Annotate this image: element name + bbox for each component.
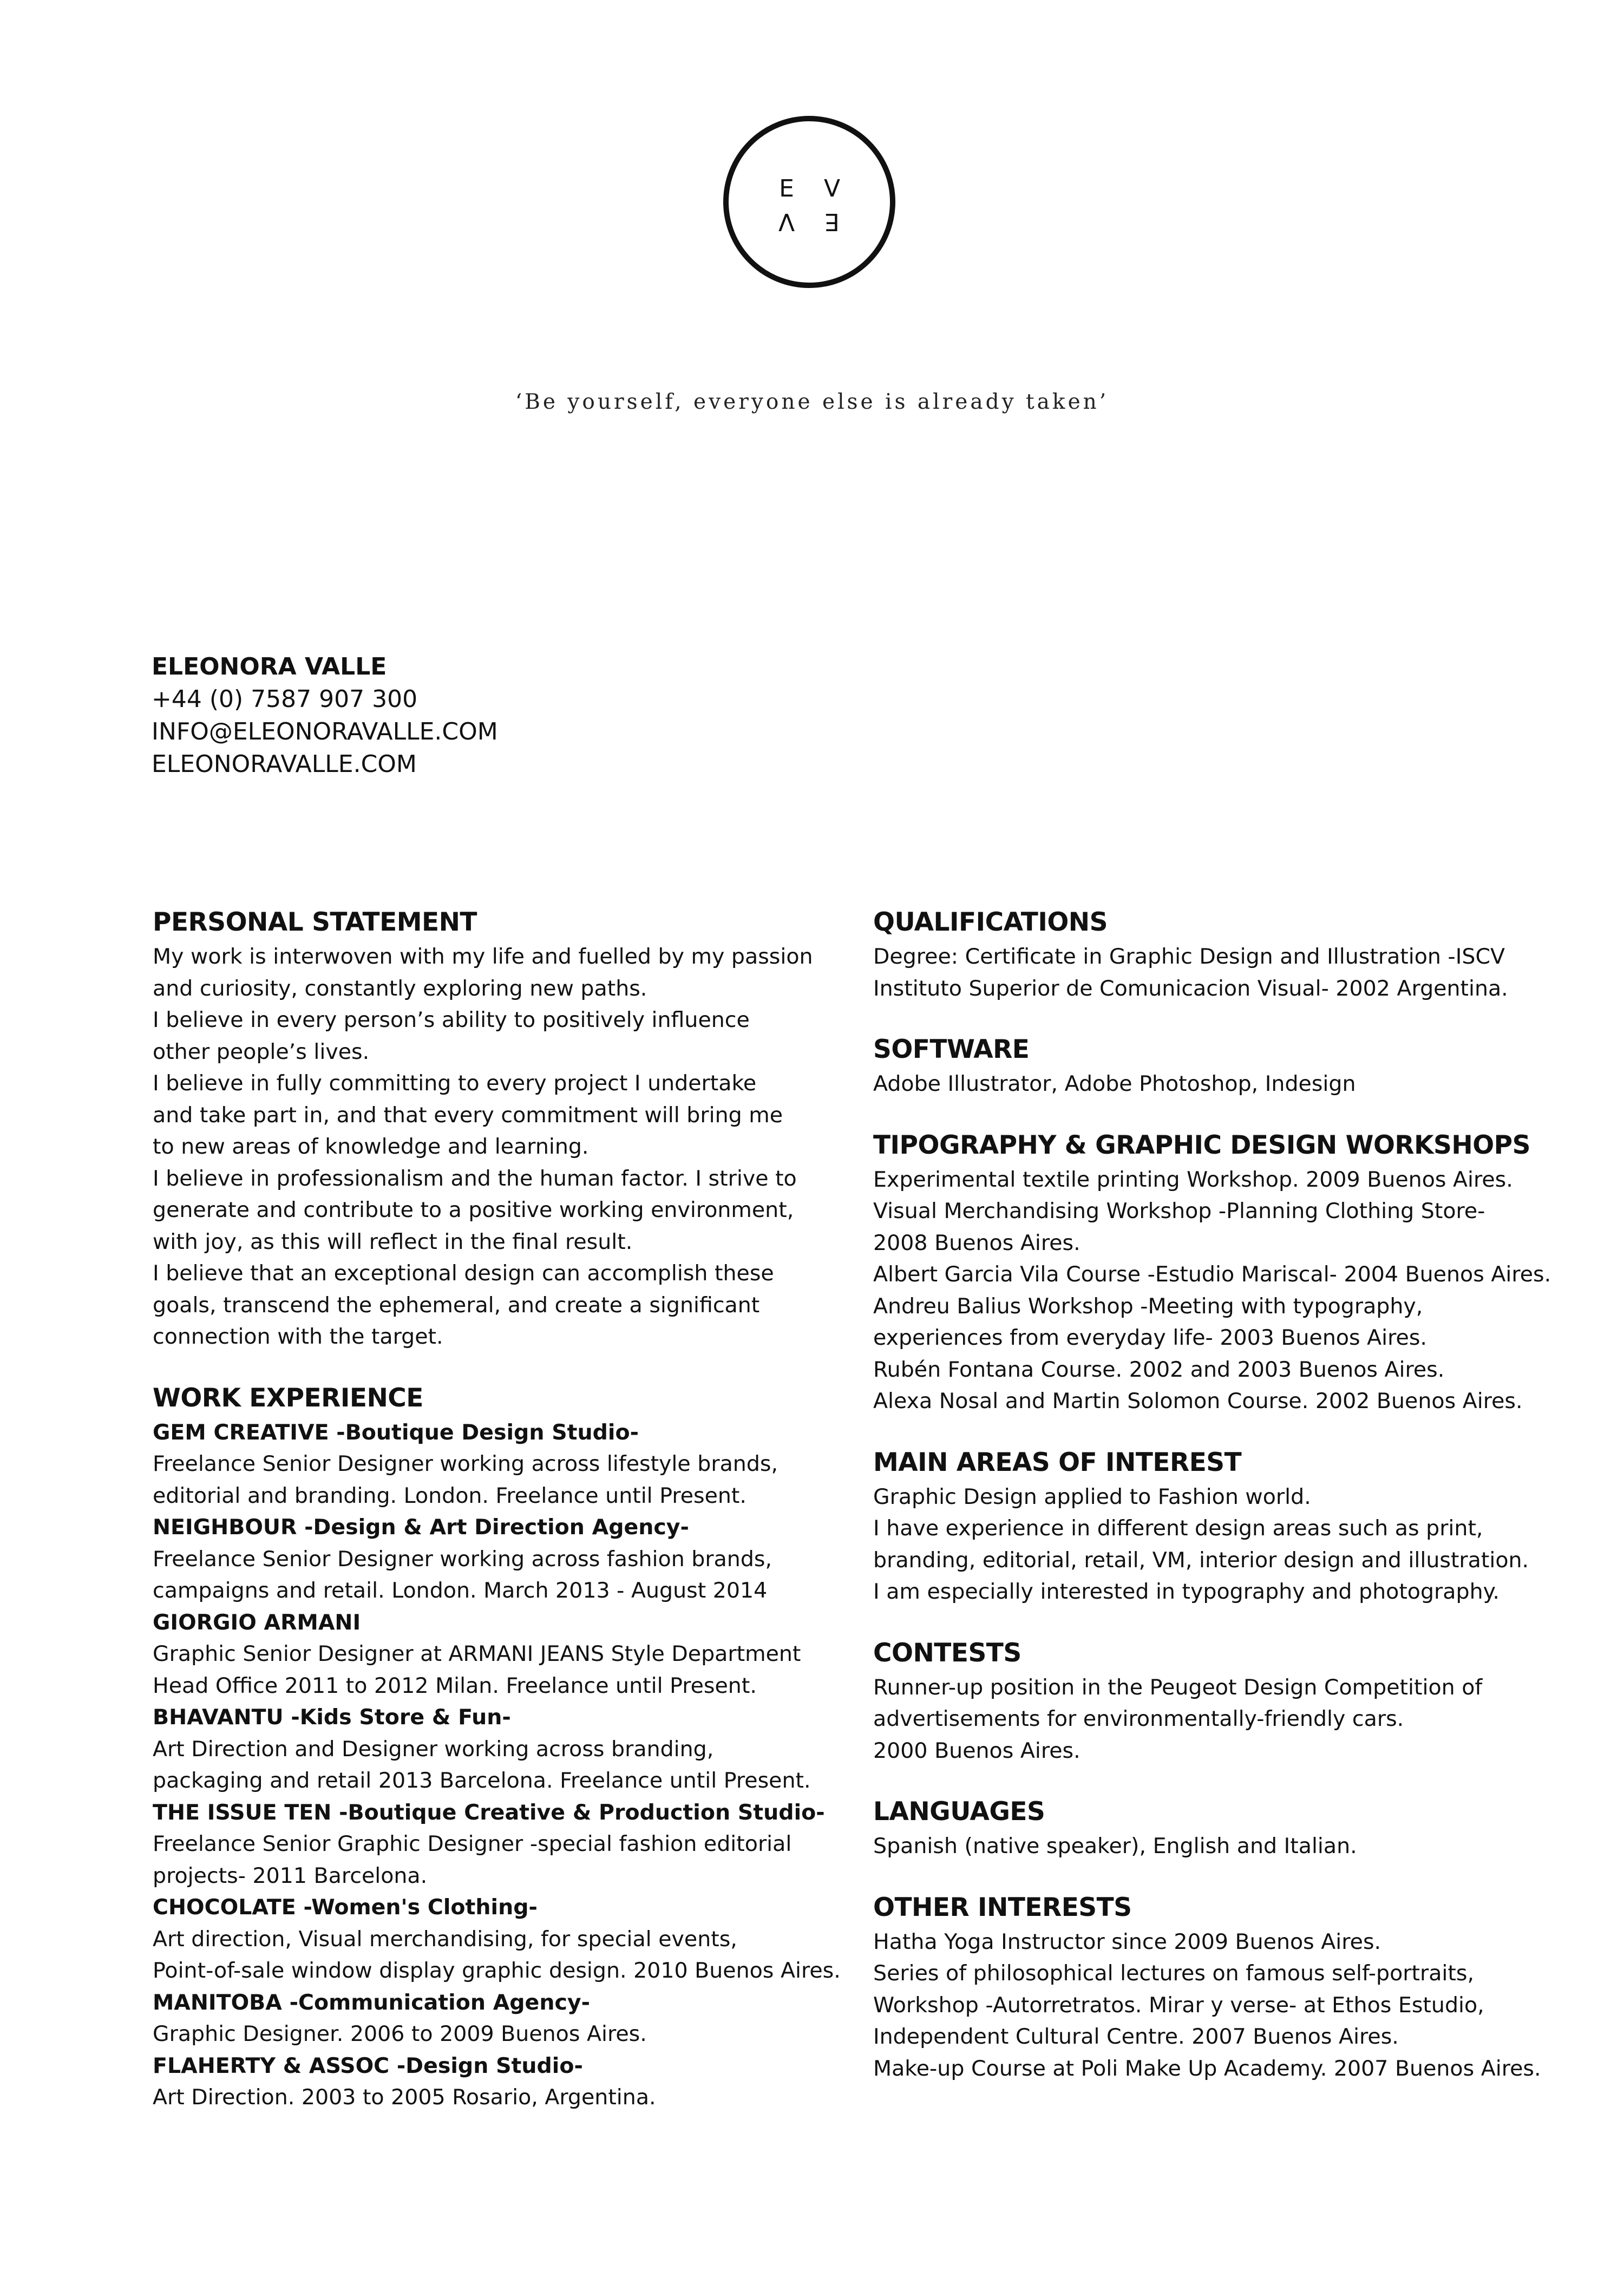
statement-line: I believe in professionalism and the human factor. I strive to xyxy=(153,1166,797,1191)
statement-line: and take part in, and that every commitment will bring me xyxy=(153,1102,783,1128)
section-line: I am especially interested in typography and photography. xyxy=(873,1579,1499,1604)
section-line: Runner-up position in the Peugeot Design Competition of xyxy=(873,1674,1483,1700)
qualifications-section xyxy=(873,905,1566,1004)
monogram-letter-v-inverted: V xyxy=(778,208,795,235)
statement-line: to new areas of knowledge and learning. xyxy=(153,1134,589,1159)
section-line: Alexa Nosal and Martin Solomon Course. 2002 Buenos Aires. xyxy=(873,1389,1523,1414)
job-entry xyxy=(153,1797,856,1892)
monogram-letter-e-inverted: E xyxy=(824,208,840,235)
job-entry xyxy=(153,1417,856,1512)
section-line: Adobe Illustrator, Adobe Photoshop, Indesign xyxy=(873,1071,1356,1096)
work-experience-section xyxy=(153,1381,856,2114)
statement-line: My work is interwoven with my life and fuelled by my passion xyxy=(153,944,813,969)
job-description-line: Art Direction. 2003 to 2005 Rosario, Argentina. xyxy=(153,2085,656,2110)
software-section xyxy=(873,1032,1566,1100)
job-entry xyxy=(153,1987,856,2050)
job-description-line: packaging and retail 2013 Barcelona. Freelance until Present. xyxy=(153,1768,811,1793)
section-line: Spanish (native speaker), English and Italian. xyxy=(873,1834,1357,1859)
job-entry xyxy=(153,2050,856,2114)
statement-line: I believe in fully committing to every project I undertake xyxy=(153,1071,757,1096)
main-areas-of-interest-section xyxy=(873,1445,1566,1608)
contact-email: INFO@ELEONORAVALLE.COM xyxy=(152,718,498,745)
job-description-line: campaigns and retail. London. March 2013 - August 2014 xyxy=(153,1578,768,1603)
job-description-line: Freelance Senior Designer working across lifestyle brands, xyxy=(153,1451,778,1476)
tipography-graphic-design-workshops-section xyxy=(873,1128,1566,1417)
job-description-line: editorial and branding. London. Freelance until Present. xyxy=(153,1483,746,1508)
left-column xyxy=(153,905,856,2142)
job-description-line: Art direction, Visual merchandising, for special events, xyxy=(153,1926,737,1952)
job-title: GIORGIO ARMANI xyxy=(153,1609,361,1635)
job-title: GEM CREATIVE -Boutique Design Studio- xyxy=(153,1419,639,1445)
other-interests-section xyxy=(873,1890,1566,2085)
job-description-line: projects- 2011 Barcelona. xyxy=(153,1863,428,1888)
job-title: BHAVANTU -Kids Store & Fun- xyxy=(153,1705,511,1730)
statement-line: with joy, as this will reflect in the final result. xyxy=(153,1229,633,1254)
monogram-letter-e: E xyxy=(779,175,794,202)
job-entry xyxy=(153,1702,856,1797)
languages-section xyxy=(873,1795,1566,1862)
job-description-line: Graphic Senior Designer at ARMANI JEANS Style Department xyxy=(153,1641,801,1666)
quote: ‘Be yourself, everyone else is already taken’ xyxy=(515,390,1109,414)
section-line: 2008 Buenos Aires. xyxy=(873,1230,1081,1255)
statement-line: other people’s lives. xyxy=(153,1039,370,1064)
section-heading: SOFTWARE xyxy=(873,1035,1030,1064)
section-heading: MAIN AREAS OF INTEREST xyxy=(873,1447,1242,1477)
section-line: Albert Garcia Vila Course -Estudio Mariscal- 2004 Buenos Aires. xyxy=(873,1262,1551,1287)
contact-phone: +44 (0) 7587 907 300 xyxy=(152,685,418,713)
section-line: Experimental textile printing Workshop. 2009 Buenos Aires. xyxy=(873,1167,1513,1192)
job-list xyxy=(153,1417,856,2114)
section-line: 2000 Buenos Aires. xyxy=(873,1738,1081,1763)
job-title: NEIGHBOUR -Design & Art Direction Agency- xyxy=(153,1515,689,1540)
section-line: Workshop -Autorretratos. Mirar y verse- at Ethos Estudio, xyxy=(873,1992,1484,2018)
section-line: Independent Cultural Centre. 2007 Buenos Aires. xyxy=(873,2024,1399,2049)
monogram-logo-graphic xyxy=(723,115,896,289)
section-heading: WORK EXPERIENCE xyxy=(153,1383,423,1413)
job-title: FLAHERTY & ASSOC -Design Studio- xyxy=(153,2053,583,2078)
section-line: branding, editorial, retail, VM, interior design and illustration. xyxy=(873,1547,1529,1573)
monogram-letter-v: V xyxy=(823,175,841,202)
personal-statement-section xyxy=(153,905,856,1353)
job-description-line: Point-of-sale window display graphic design. 2010 Buenos Aires. xyxy=(153,1958,841,1983)
job-description-line: Freelance Senior Designer working across fashion brands, xyxy=(153,1546,772,1572)
section-heading: OTHER INTERESTS xyxy=(873,1892,1132,1922)
section-line: Instituto Superior de Comunicacion Visual- 2002 Argentina. xyxy=(873,976,1508,1001)
section-heading: LANGUAGES xyxy=(873,1797,1045,1827)
section-line: experiences from everyday life- 2003 Buenos Aires. xyxy=(873,1325,1427,1350)
section-line: Make-up Course at Poli Make Up Academy. 2007 Buenos Aires. xyxy=(873,2056,1541,2081)
monogram-logo xyxy=(723,115,896,289)
section-line: Graphic Design applied to Fashion world. xyxy=(873,1484,1311,1509)
contact-name: ELEONORA VALLE xyxy=(152,653,387,681)
section-heading: QUALIFICATIONS xyxy=(873,907,1108,937)
job-title: CHOCOLATE -Women's Clothing- xyxy=(153,1895,538,1920)
job-description-line: Head Office 2011 to 2012 Milan. Freelance until Present. xyxy=(153,1673,757,1698)
contests-section xyxy=(873,1636,1566,1767)
section-heading: PERSONAL STATEMENT xyxy=(153,907,477,937)
job-description-line: Art Direction and Designer working across branding, xyxy=(153,1736,714,1762)
statement-line: goals, transcend the ephemeral, and create a significant xyxy=(153,1292,760,1318)
section-line: Rubén Fontana Course. 2002 and 2003 Buenos Aires. xyxy=(873,1357,1445,1382)
statement-line: I believe in every person’s ability to positively influence xyxy=(153,1007,750,1032)
section-line: Hatha Yoga Instructor since 2009 Buenos Aires. xyxy=(873,1929,1381,1954)
right-column xyxy=(873,905,1566,2112)
section-heading: TIPOGRAPHY & GRAPHIC DESIGN WORKSHOPS xyxy=(873,1130,1530,1160)
section-line: Series of philosophical lectures on famous self-portraits, xyxy=(873,1961,1475,1986)
statement-line: and curiosity, constantly exploring new paths. xyxy=(153,976,647,1001)
job-entry xyxy=(153,1512,856,1607)
section-line: advertisements for environmentally-friendly cars. xyxy=(873,1706,1404,1731)
section-line: Andreu Balius Workshop -Meeting with typography, xyxy=(873,1293,1423,1319)
personal-statement-body xyxy=(153,941,856,1353)
contact-website: ELEONORAVALLE.COM xyxy=(152,750,417,778)
job-description-line: Freelance Senior Graphic Designer -special fashion editorial xyxy=(153,1831,792,1856)
contact-block xyxy=(152,651,498,781)
section-line: I have experience in different design areas such as print, xyxy=(873,1516,1483,1541)
section-line: Visual Merchandising Workshop -Planning Clothing Store- xyxy=(873,1199,1485,1223)
statement-line: generate and contribute to a positive working environment, xyxy=(153,1198,794,1222)
job-title: MANITOBA -Communication Agency- xyxy=(153,1990,591,2015)
job-description-line: Graphic Designer. 2006 to 2009 Buenos Aires. xyxy=(153,2021,647,2046)
job-entry xyxy=(153,1892,856,1987)
statement-line: connection with the target. xyxy=(153,1324,443,1349)
statement-line: I believe that an exceptional design can accomplish these xyxy=(153,1261,774,1286)
job-entry xyxy=(153,1607,856,1702)
section-line: Degree: Certificate in Graphic Design and Illustration -ISCV xyxy=(873,944,1505,969)
section-heading: CONTESTS xyxy=(873,1638,1021,1668)
job-title: THE ISSUE TEN -Boutique Creative & Production Studio- xyxy=(153,1800,825,1825)
